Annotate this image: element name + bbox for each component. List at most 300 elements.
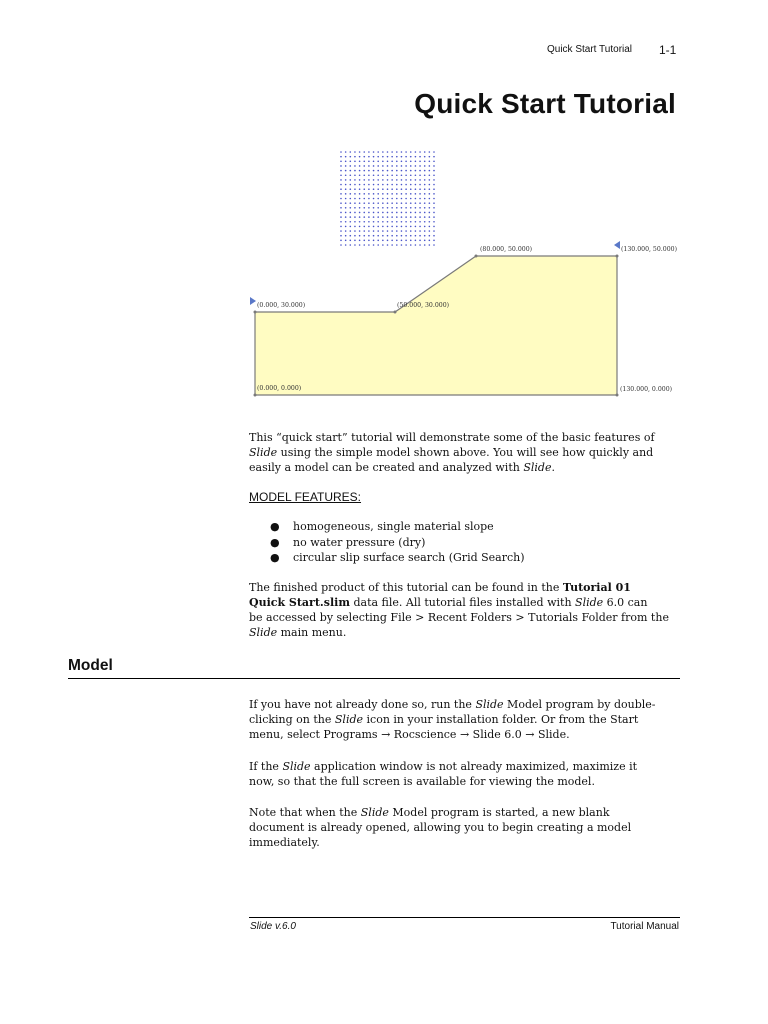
list-item-text: no water pressure (dry) bbox=[293, 535, 426, 549]
grid-dot bbox=[415, 212, 417, 214]
grid-dot bbox=[377, 235, 379, 237]
grid-dot bbox=[419, 212, 421, 214]
grid-dot bbox=[391, 216, 393, 218]
grid-dot bbox=[373, 156, 375, 158]
text-line bbox=[249, 712, 689, 727]
grid-dot bbox=[345, 244, 347, 246]
grid-dot bbox=[415, 221, 417, 223]
grid-dot bbox=[410, 221, 412, 223]
grid-dot bbox=[391, 240, 393, 242]
grid-dot bbox=[410, 202, 412, 204]
grid-dot bbox=[433, 151, 435, 153]
grid-dot bbox=[363, 184, 365, 186]
grid-dot bbox=[401, 244, 403, 246]
page-number: 1-1 bbox=[659, 43, 677, 57]
text: now, so that the full screen is available for viewing the model. bbox=[249, 775, 595, 788]
grid-dot bbox=[419, 230, 421, 232]
left-limit-icon bbox=[250, 297, 256, 305]
grid-dot bbox=[359, 226, 361, 228]
grid-dot bbox=[363, 188, 365, 190]
grid-dot bbox=[368, 244, 370, 246]
grid-dot bbox=[340, 216, 342, 218]
grid-dot bbox=[354, 161, 356, 163]
grid-dot bbox=[387, 235, 389, 237]
grid-dot bbox=[350, 188, 352, 190]
features-list bbox=[270, 519, 525, 566]
slope-boundary bbox=[255, 256, 617, 395]
grid-dot bbox=[387, 226, 389, 228]
text: This “quick start” tutorial will demonstrate some of the basic features of bbox=[249, 431, 655, 444]
grid-dot bbox=[405, 235, 407, 237]
coord-label: (80.000, 50.000) bbox=[480, 246, 533, 253]
grid-dot bbox=[396, 156, 398, 158]
grid-dot bbox=[354, 179, 356, 181]
grid-dot bbox=[424, 207, 426, 209]
grid-dot bbox=[433, 207, 435, 209]
grid-dot bbox=[419, 240, 421, 242]
grid-dot bbox=[387, 161, 389, 163]
grid-dot bbox=[391, 156, 393, 158]
footer-product-version: Slide v.6.0 bbox=[250, 921, 296, 932]
list-item-text: circular slip surface search (Grid Search) bbox=[293, 551, 525, 564]
slide-name: Slide bbox=[282, 760, 311, 773]
grid-dot bbox=[382, 156, 384, 158]
grid-dot bbox=[387, 230, 389, 232]
grid-dot bbox=[350, 193, 352, 195]
grid-dot bbox=[410, 226, 412, 228]
grid-dot bbox=[424, 240, 426, 242]
grid-dot bbox=[350, 244, 352, 246]
grid-dot bbox=[433, 193, 435, 195]
grid-dot bbox=[401, 202, 403, 204]
grid-dot bbox=[340, 235, 342, 237]
list-item bbox=[270, 519, 525, 535]
grid-dot bbox=[401, 193, 403, 195]
text-line bbox=[249, 445, 689, 460]
grid-dot bbox=[368, 151, 370, 153]
model-paragraph-run bbox=[249, 697, 689, 742]
grid-dot bbox=[391, 161, 393, 163]
slide-name: Slide bbox=[575, 596, 604, 609]
grid-dot bbox=[387, 207, 389, 209]
grid-dot bbox=[405, 156, 407, 158]
text: The finished product of this tutorial can be found in the bbox=[249, 581, 563, 594]
grid-dot bbox=[396, 184, 398, 186]
grid-dot bbox=[345, 188, 347, 190]
grid-dot bbox=[354, 151, 356, 153]
grid-dot bbox=[382, 188, 384, 190]
grid-dot bbox=[405, 226, 407, 228]
text: document is already opened, allowing you to begin creating a model bbox=[249, 821, 632, 834]
grid-dot bbox=[373, 198, 375, 200]
grid-dot bbox=[391, 188, 393, 190]
text-line bbox=[249, 805, 689, 820]
section-heading-model: Model bbox=[68, 657, 113, 674]
grid-dot bbox=[350, 170, 352, 172]
grid-dot bbox=[396, 161, 398, 163]
grid-dot bbox=[350, 202, 352, 204]
grid-dot bbox=[405, 193, 407, 195]
grid-dot bbox=[419, 179, 421, 181]
grid-dot bbox=[345, 216, 347, 218]
grid-dot bbox=[415, 165, 417, 167]
grid-dot bbox=[433, 165, 435, 167]
grid-dot bbox=[354, 240, 356, 242]
grid-dot bbox=[419, 207, 421, 209]
grid-dot bbox=[363, 202, 365, 204]
grid-dot bbox=[410, 216, 412, 218]
grid-dot bbox=[377, 212, 379, 214]
page-title: Quick Start Tutorial bbox=[414, 88, 676, 119]
grid-dot bbox=[401, 221, 403, 223]
text-line bbox=[249, 820, 689, 835]
model-paragraph-blank-document bbox=[249, 805, 689, 850]
grid-dot bbox=[405, 179, 407, 181]
grid-dot bbox=[377, 188, 379, 190]
grid-dot bbox=[433, 235, 435, 237]
grid-dot bbox=[396, 165, 398, 167]
vertex-marker bbox=[616, 255, 619, 258]
grid-dot bbox=[363, 161, 365, 163]
grid-dot bbox=[382, 165, 384, 167]
grid-dot bbox=[350, 198, 352, 200]
grid-dot bbox=[340, 240, 342, 242]
grid-dot bbox=[359, 193, 361, 195]
grid-dot bbox=[415, 202, 417, 204]
grid-dot bbox=[387, 216, 389, 218]
grid-dot bbox=[382, 179, 384, 181]
grid-dot bbox=[433, 188, 435, 190]
grid-dot bbox=[410, 244, 412, 246]
grid-dot bbox=[350, 151, 352, 153]
grid-dot bbox=[410, 207, 412, 209]
grid-dot bbox=[387, 165, 389, 167]
grid-dot bbox=[340, 198, 342, 200]
grid-dot bbox=[387, 179, 389, 181]
grid-dot bbox=[401, 240, 403, 242]
grid-dot bbox=[387, 240, 389, 242]
grid-dot bbox=[354, 202, 356, 204]
vertex-marker bbox=[475, 255, 478, 258]
grid-dot bbox=[354, 156, 356, 158]
list-item bbox=[270, 550, 525, 566]
vertex-marker bbox=[254, 394, 257, 397]
grid-dot bbox=[382, 151, 384, 153]
grid-dot bbox=[419, 174, 421, 176]
grid-dot bbox=[359, 244, 361, 246]
grid-dot bbox=[373, 240, 375, 242]
grid-dot bbox=[382, 235, 384, 237]
grid-dot bbox=[350, 156, 352, 158]
grid-dot bbox=[359, 207, 361, 209]
grid-dot bbox=[401, 170, 403, 172]
grid-dot bbox=[382, 221, 384, 223]
model-features-heading: MODEL FEATURES: bbox=[249, 490, 362, 504]
grid-dot bbox=[354, 216, 356, 218]
grid-dot bbox=[345, 202, 347, 204]
grid-dot bbox=[345, 221, 347, 223]
grid-dot bbox=[373, 193, 375, 195]
grid-dot bbox=[433, 221, 435, 223]
grid-dot bbox=[419, 216, 421, 218]
tutorial-file-name: Tutorial 01 bbox=[562, 581, 631, 594]
grid-dot bbox=[368, 188, 370, 190]
grid-dot bbox=[410, 193, 412, 195]
grid-dot bbox=[396, 221, 398, 223]
grid-dot bbox=[424, 174, 426, 176]
grid-dot bbox=[382, 226, 384, 228]
grid-dot bbox=[410, 188, 412, 190]
grid-dot bbox=[410, 156, 412, 158]
grid-dot bbox=[387, 184, 389, 186]
grid-dot bbox=[359, 174, 361, 176]
grid-dot bbox=[377, 156, 379, 158]
grid-dot bbox=[382, 202, 384, 204]
grid-dot bbox=[377, 240, 379, 242]
slope-model-figure bbox=[240, 146, 686, 402]
grid-dot bbox=[359, 198, 361, 200]
grid-dot bbox=[405, 216, 407, 218]
grid-dot bbox=[424, 202, 426, 204]
grid-dot bbox=[373, 184, 375, 186]
grid-dot bbox=[368, 207, 370, 209]
grid-dot bbox=[405, 188, 407, 190]
grid-dot bbox=[363, 174, 365, 176]
grid-dot bbox=[363, 212, 365, 214]
grid-dot bbox=[350, 221, 352, 223]
bullet-icon: ● bbox=[270, 535, 280, 549]
grid-dot bbox=[359, 235, 361, 237]
grid-dot bbox=[363, 170, 365, 172]
grid-dot bbox=[405, 240, 407, 242]
grid-dot bbox=[396, 235, 398, 237]
grid-dot bbox=[401, 235, 403, 237]
grid-dot bbox=[377, 244, 379, 246]
grid-dot bbox=[368, 198, 370, 200]
vertex-marker bbox=[394, 311, 397, 314]
grid-dot bbox=[405, 161, 407, 163]
grid-dot bbox=[433, 212, 435, 214]
grid-dot bbox=[433, 202, 435, 204]
grid-dot bbox=[363, 151, 365, 153]
grid-dot bbox=[391, 184, 393, 186]
grid-dot bbox=[387, 244, 389, 246]
text-line bbox=[249, 697, 689, 712]
grid-dot bbox=[391, 221, 393, 223]
grid-dot bbox=[401, 207, 403, 209]
grid-dot bbox=[377, 198, 379, 200]
text-line bbox=[249, 759, 689, 774]
grid-dot bbox=[391, 235, 393, 237]
grid-dot bbox=[429, 221, 431, 223]
vertex-marker bbox=[616, 394, 619, 397]
grid-dot bbox=[405, 165, 407, 167]
grid-dot bbox=[350, 212, 352, 214]
grid-dot bbox=[345, 198, 347, 200]
grid-dot bbox=[354, 198, 356, 200]
grid-dot bbox=[354, 207, 356, 209]
text: data file. All tutorial files installed with bbox=[349, 596, 576, 609]
text-line bbox=[249, 727, 689, 742]
grid-dot bbox=[405, 184, 407, 186]
grid-dot bbox=[391, 212, 393, 214]
text-line bbox=[249, 774, 689, 789]
grid-dot bbox=[424, 216, 426, 218]
grid-dot bbox=[415, 226, 417, 228]
grid-dot bbox=[419, 198, 421, 200]
text: icon in your installation folder. Or from the Start bbox=[363, 713, 639, 726]
grid-dot bbox=[410, 212, 412, 214]
grid-dot bbox=[387, 198, 389, 200]
grid-dot bbox=[415, 179, 417, 181]
grid-dot bbox=[350, 235, 352, 237]
grid-dot bbox=[368, 170, 370, 172]
text-line bbox=[249, 610, 689, 625]
grid-dot bbox=[415, 230, 417, 232]
section-divider bbox=[68, 678, 680, 679]
grid-dot bbox=[419, 170, 421, 172]
grid-dot bbox=[354, 165, 356, 167]
grid-dot bbox=[377, 226, 379, 228]
grid-dot bbox=[429, 212, 431, 214]
grid-dot bbox=[429, 161, 431, 163]
grid-dot bbox=[424, 212, 426, 214]
grid-dot bbox=[359, 212, 361, 214]
grid-dot bbox=[359, 179, 361, 181]
grid-dot bbox=[363, 235, 365, 237]
grid-dot bbox=[359, 230, 361, 232]
grid-dot bbox=[396, 179, 398, 181]
text: If the bbox=[249, 760, 283, 773]
grid-dot bbox=[401, 165, 403, 167]
grid-dot bbox=[373, 174, 375, 176]
grid-dot bbox=[419, 156, 421, 158]
grid-dot bbox=[401, 198, 403, 200]
grid-dot bbox=[415, 170, 417, 172]
grid-dot bbox=[377, 207, 379, 209]
grid-dot bbox=[433, 198, 435, 200]
text-line bbox=[249, 595, 689, 610]
grid-dot bbox=[391, 170, 393, 172]
grid-dot bbox=[377, 170, 379, 172]
grid-dot bbox=[391, 244, 393, 246]
grid-dot bbox=[350, 179, 352, 181]
grid-dot bbox=[401, 212, 403, 214]
grid-dot bbox=[405, 174, 407, 176]
bullet-icon: ● bbox=[270, 551, 280, 564]
grid-dot bbox=[345, 226, 347, 228]
grid-dot bbox=[429, 188, 431, 190]
grid-dot bbox=[415, 235, 417, 237]
grid-dot bbox=[368, 184, 370, 186]
text: . bbox=[551, 461, 555, 474]
grid-dot bbox=[415, 240, 417, 242]
grid-dot bbox=[424, 151, 426, 153]
grid-dot bbox=[363, 226, 365, 228]
grid-dot bbox=[415, 207, 417, 209]
grid-dot bbox=[391, 226, 393, 228]
grid-dot bbox=[429, 235, 431, 237]
grid-dot bbox=[387, 212, 389, 214]
grid-dot bbox=[429, 216, 431, 218]
grid-dot bbox=[429, 202, 431, 204]
grid-dot bbox=[396, 240, 398, 242]
grid-dot bbox=[410, 240, 412, 242]
grid-dot bbox=[368, 240, 370, 242]
grid-dot bbox=[429, 170, 431, 172]
grid-dot bbox=[419, 151, 421, 153]
grid-dot bbox=[368, 235, 370, 237]
grid-dot bbox=[433, 244, 435, 246]
grid-dot bbox=[396, 193, 398, 195]
grid-dot bbox=[396, 198, 398, 200]
grid-dot bbox=[350, 230, 352, 232]
grid-dot bbox=[387, 151, 389, 153]
intro-paragraph bbox=[249, 430, 689, 475]
grid-dot bbox=[410, 165, 412, 167]
grid-dot bbox=[391, 202, 393, 204]
list-item bbox=[270, 535, 525, 551]
grid-dot bbox=[373, 212, 375, 214]
grid-dot bbox=[363, 230, 365, 232]
grid-dot bbox=[350, 226, 352, 228]
grid-dot bbox=[382, 174, 384, 176]
grid-dot bbox=[359, 216, 361, 218]
grid-dot bbox=[424, 221, 426, 223]
grid-dot bbox=[354, 170, 356, 172]
grid-dot bbox=[401, 230, 403, 232]
grid-dot bbox=[340, 188, 342, 190]
grid-dot bbox=[396, 207, 398, 209]
grid-dot bbox=[340, 161, 342, 163]
grid-dot bbox=[373, 230, 375, 232]
grid-dot bbox=[433, 179, 435, 181]
grid-dot bbox=[340, 156, 342, 158]
grid-dot bbox=[429, 230, 431, 232]
grid-dot bbox=[433, 230, 435, 232]
grid-dot bbox=[345, 193, 347, 195]
grid-dot bbox=[377, 202, 379, 204]
grid-dot bbox=[415, 156, 417, 158]
grid-dot bbox=[377, 174, 379, 176]
grid-dot bbox=[373, 151, 375, 153]
grid-dot bbox=[387, 193, 389, 195]
grid-dot bbox=[363, 179, 365, 181]
grid-dot bbox=[350, 240, 352, 242]
text: Model program by double- bbox=[503, 698, 656, 711]
text-line bbox=[249, 835, 689, 850]
grid-dot bbox=[429, 156, 431, 158]
finished-product-paragraph bbox=[249, 580, 689, 640]
grid-dot bbox=[340, 244, 342, 246]
grid-dot bbox=[429, 184, 431, 186]
grid-dot bbox=[424, 184, 426, 186]
grid-dot bbox=[359, 156, 361, 158]
grid-dot bbox=[415, 161, 417, 163]
grid-dot bbox=[401, 174, 403, 176]
grid-dot bbox=[419, 161, 421, 163]
slide-name: Slide bbox=[249, 626, 278, 639]
grid-dot bbox=[382, 244, 384, 246]
grid-dot bbox=[391, 230, 393, 232]
grid-dot bbox=[382, 216, 384, 218]
grid-dot bbox=[368, 230, 370, 232]
grid-dot bbox=[345, 156, 347, 158]
grid-dot bbox=[377, 193, 379, 195]
grid-dot bbox=[363, 207, 365, 209]
text-line bbox=[249, 625, 689, 640]
grid-dot bbox=[340, 226, 342, 228]
